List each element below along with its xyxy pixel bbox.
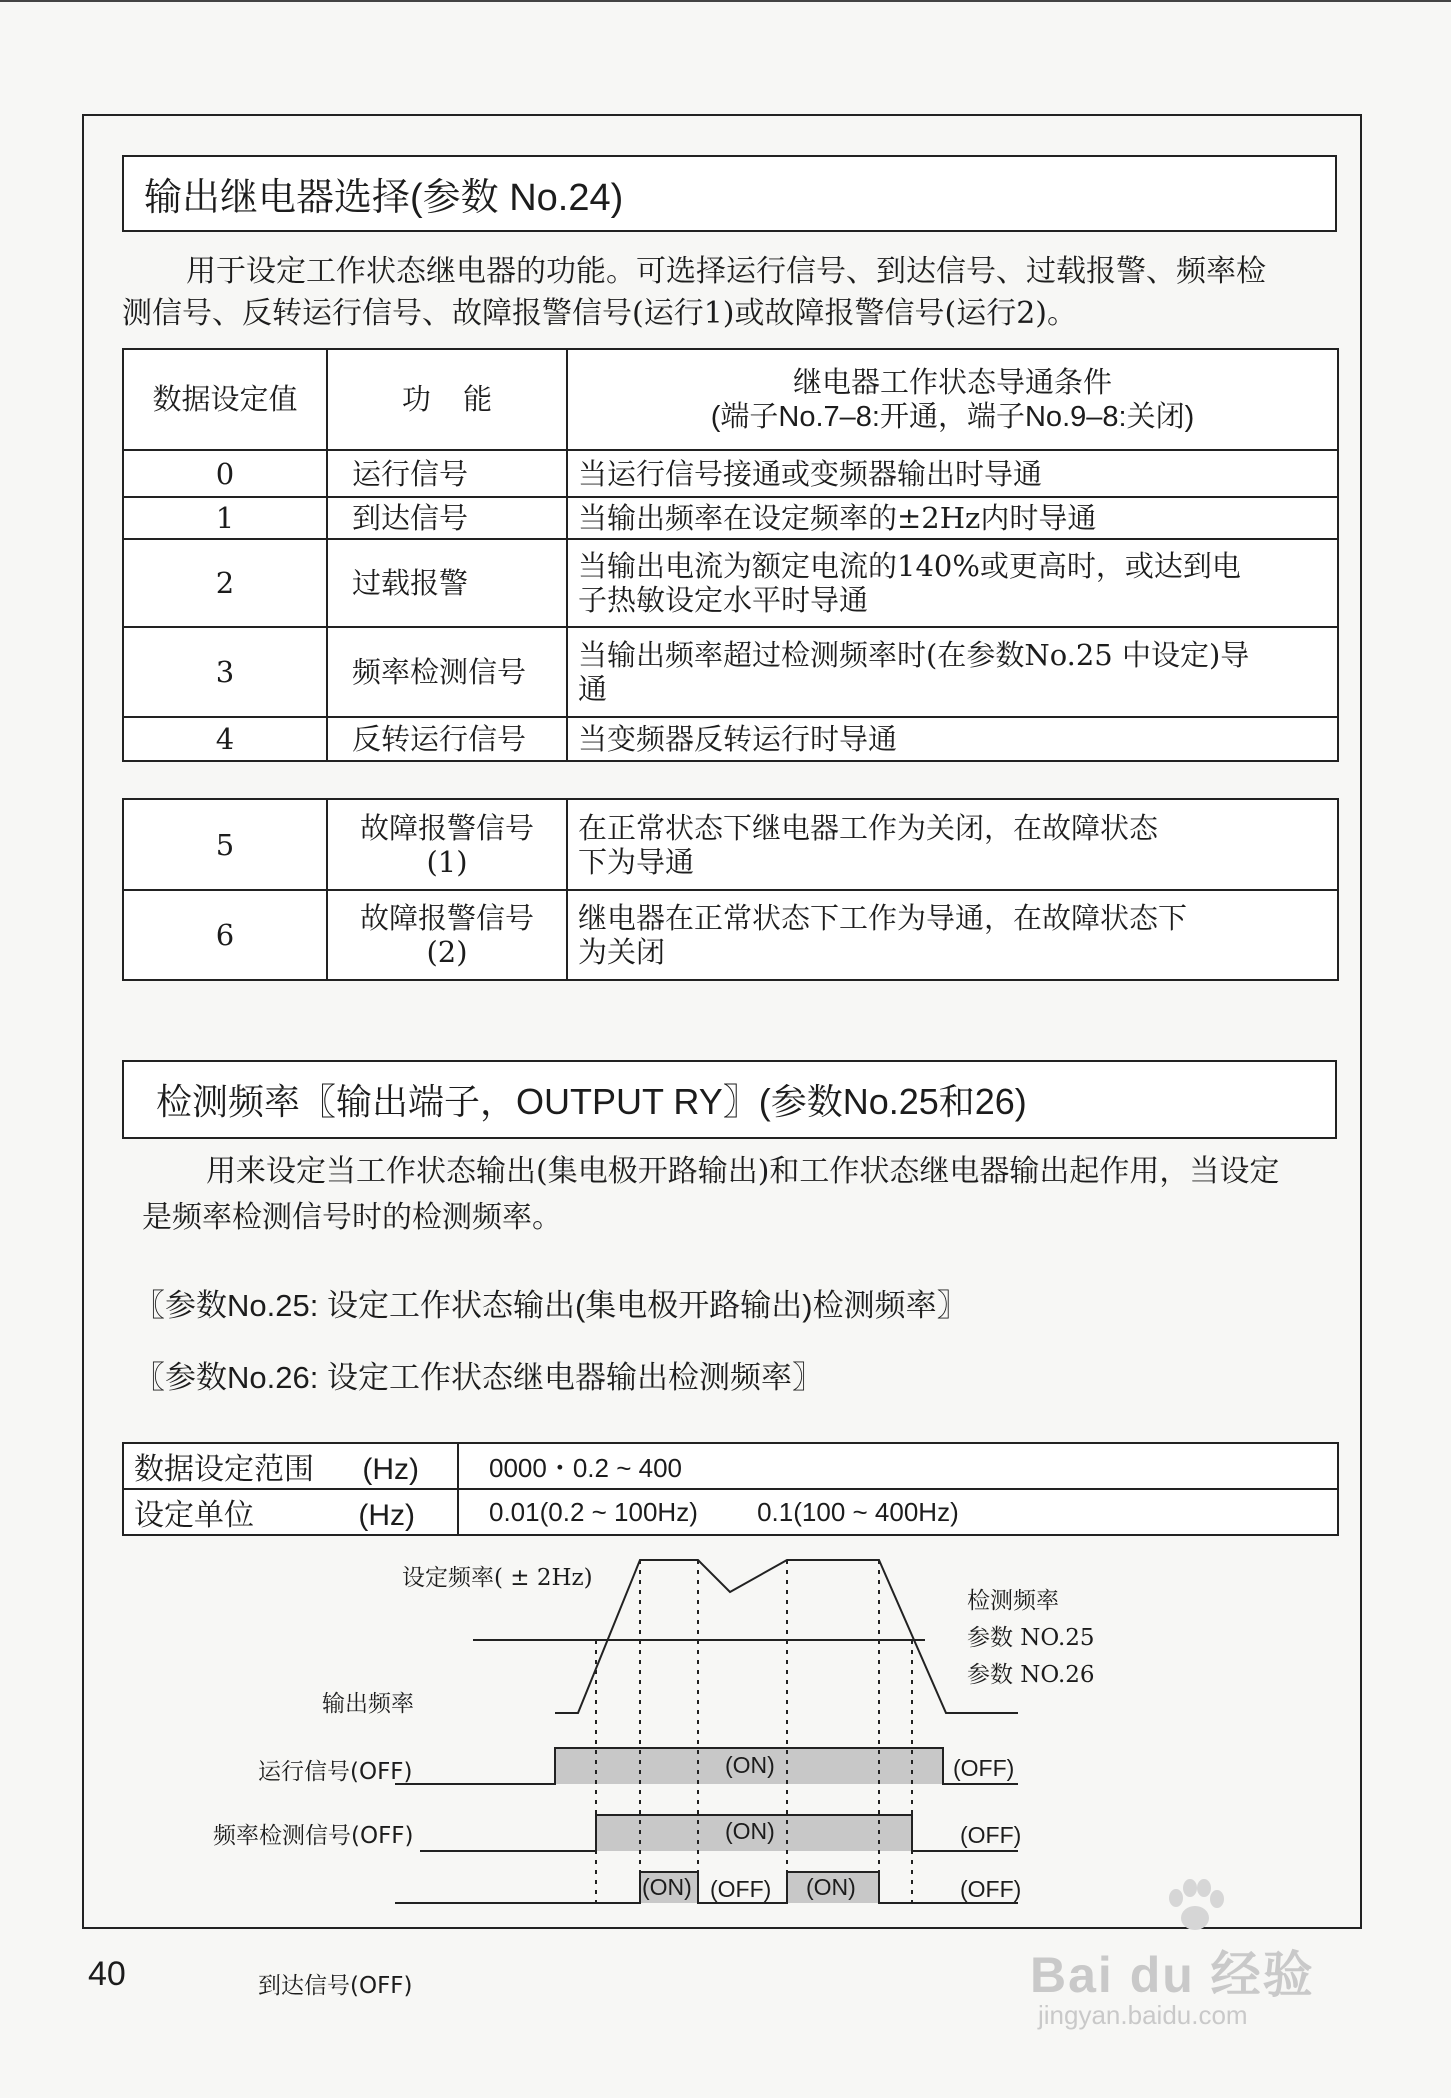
row-condition-line1: 继电器在正常状态下工作为导通，在故障状态下: [578, 901, 1188, 935]
range-unit: (Hz): [362, 1453, 419, 1486]
section1-intro-line2: 测信号、反转运行信号、故障报警信号(运行1)或故障报警信号(运行2)。: [122, 296, 1077, 331]
set-frequency-text: 设定频率( ± 2Hz): [402, 1565, 593, 1591]
run-off-label: (OFF): [953, 1755, 1015, 1781]
reach-signal-waveform: [395, 1872, 1018, 1903]
row-function-line2: (2): [426, 935, 468, 969]
unit-value-2: 0.1(100 ~ 400Hz): [757, 1496, 959, 1527]
row-function: 频率检测信号: [327, 627, 567, 717]
watermark-url: jingyan.baidu.com: [1038, 2000, 1248, 2030]
row-value: 6: [123, 890, 327, 980]
unit-unit: (Hz): [358, 1499, 415, 1532]
reach-on-label-1: (ON): [642, 1874, 692, 1900]
header-setting-value: 数据设定值: [123, 349, 327, 450]
reach-off-label-2: (OFF): [960, 1876, 1022, 1902]
run-on-label: (ON): [725, 1752, 775, 1778]
watermark-brand: Bai du 经验: [1030, 1947, 1315, 2003]
row-value: 1: [123, 497, 327, 539]
section1-intro-line1: 用于设定工作状态继电器的功能。可选择运行信号、到达信号、过载报警、频率检: [186, 254, 1266, 289]
row-value: 0: [123, 450, 327, 497]
row-function: 反转运行信号: [327, 717, 567, 761]
row-condition-line2: 下为导通: [578, 844, 695, 879]
page-number: 40: [88, 1955, 126, 1993]
row-function: 过载报警: [327, 539, 567, 627]
output-frequency-label: 输出频率: [322, 1691, 414, 1717]
row-condition-line1: 在正常状态下继电器工作为关闭，在故障状态: [578, 810, 1159, 845]
row-condition: 当变频器反转运行时导通: [567, 717, 1338, 761]
run-signal-label: 运行信号(OFF): [258, 1759, 413, 1785]
reach-on-label-2: (ON): [806, 1874, 856, 1900]
row-function-line1: 故障报警信号: [359, 810, 534, 845]
reach-off-label-1: (OFF): [710, 1876, 772, 1902]
param26-heading: 〖参数No.26: 设定工作状态继电器输出检测频率〗: [134, 1360, 823, 1395]
header-condition-line2: (端子No.7–8:开通，端子No.9–8:关闭): [710, 400, 1195, 433]
row-function-line2: (1): [426, 844, 468, 879]
row-condition: 当运行信号接通或变频器输出时导通: [567, 450, 1338, 497]
row-condition-line2: 为关闭: [578, 935, 666, 969]
row-value: 4: [123, 717, 327, 761]
detect-frequency-label: 检测频率: [967, 1588, 1059, 1614]
section1-title-text: 输出继电器选择(参数 No.24): [144, 177, 624, 219]
paw-icon: [1160, 1878, 1230, 1938]
range-value: 0000・0.2 ~ 400: [458, 1443, 1338, 1489]
range-label: 数据设定范围: [134, 1453, 314, 1486]
param25-label: 参数 NO.25: [967, 1625, 1095, 1651]
unit-label: 设定单位: [134, 1499, 254, 1532]
detect-off-label: (OFF): [960, 1822, 1022, 1848]
row-value: 2: [123, 539, 327, 627]
header-function: 功 能: [327, 349, 567, 450]
row-function: 到达信号: [327, 497, 567, 539]
reach-signal-label: 到达信号(OFF): [258, 1973, 413, 1999]
row-condition-line2: 子热敏设定水平时导通: [578, 583, 869, 617]
header-condition-line1: 继电器工作状态导通条件: [792, 366, 1112, 399]
section2-intro-line2: 是频率检测信号时的检测频率。: [142, 1200, 562, 1235]
row-condition-line2: 通: [578, 672, 608, 706]
row-function: 运行信号: [327, 450, 567, 497]
section2-title-text: 检测频率〖输出端子，OUTPUT RY〗(参数No.25和26): [156, 1081, 1027, 1122]
row-condition-line1: 当输出电流为额定电流的140%或更高时，或达到电: [578, 549, 1241, 583]
row-value: 3: [123, 627, 327, 717]
row-value: 5: [123, 799, 327, 890]
row-condition-line1: 当输出频率超过检测频率时(在参数No.25 中设定)导: [578, 638, 1250, 672]
detect-on-label: (ON): [725, 1818, 775, 1844]
param26-label: 参数 NO.26: [967, 1662, 1095, 1688]
set-frequency-label: [402, 1559, 593, 1592]
param25-heading: 〖参数No.25: 设定工作状态输出(集电极开路输出)检测频率〗: [134, 1288, 968, 1323]
row-condition: 当输出频率在设定频率的±2Hz内时导通: [567, 497, 1338, 539]
unit-value-1: 0.01(0.2 ~ 100Hz): [489, 1496, 698, 1527]
freq-detect-label: 频率检测信号(OFF): [213, 1823, 414, 1849]
row-function-line1: 故障报警信号: [359, 901, 534, 935]
section2-intro-line1: 用来设定当工作状态输出(集电极开路输出)和工作状态继电器输出起作用，当设定: [206, 1154, 1280, 1189]
